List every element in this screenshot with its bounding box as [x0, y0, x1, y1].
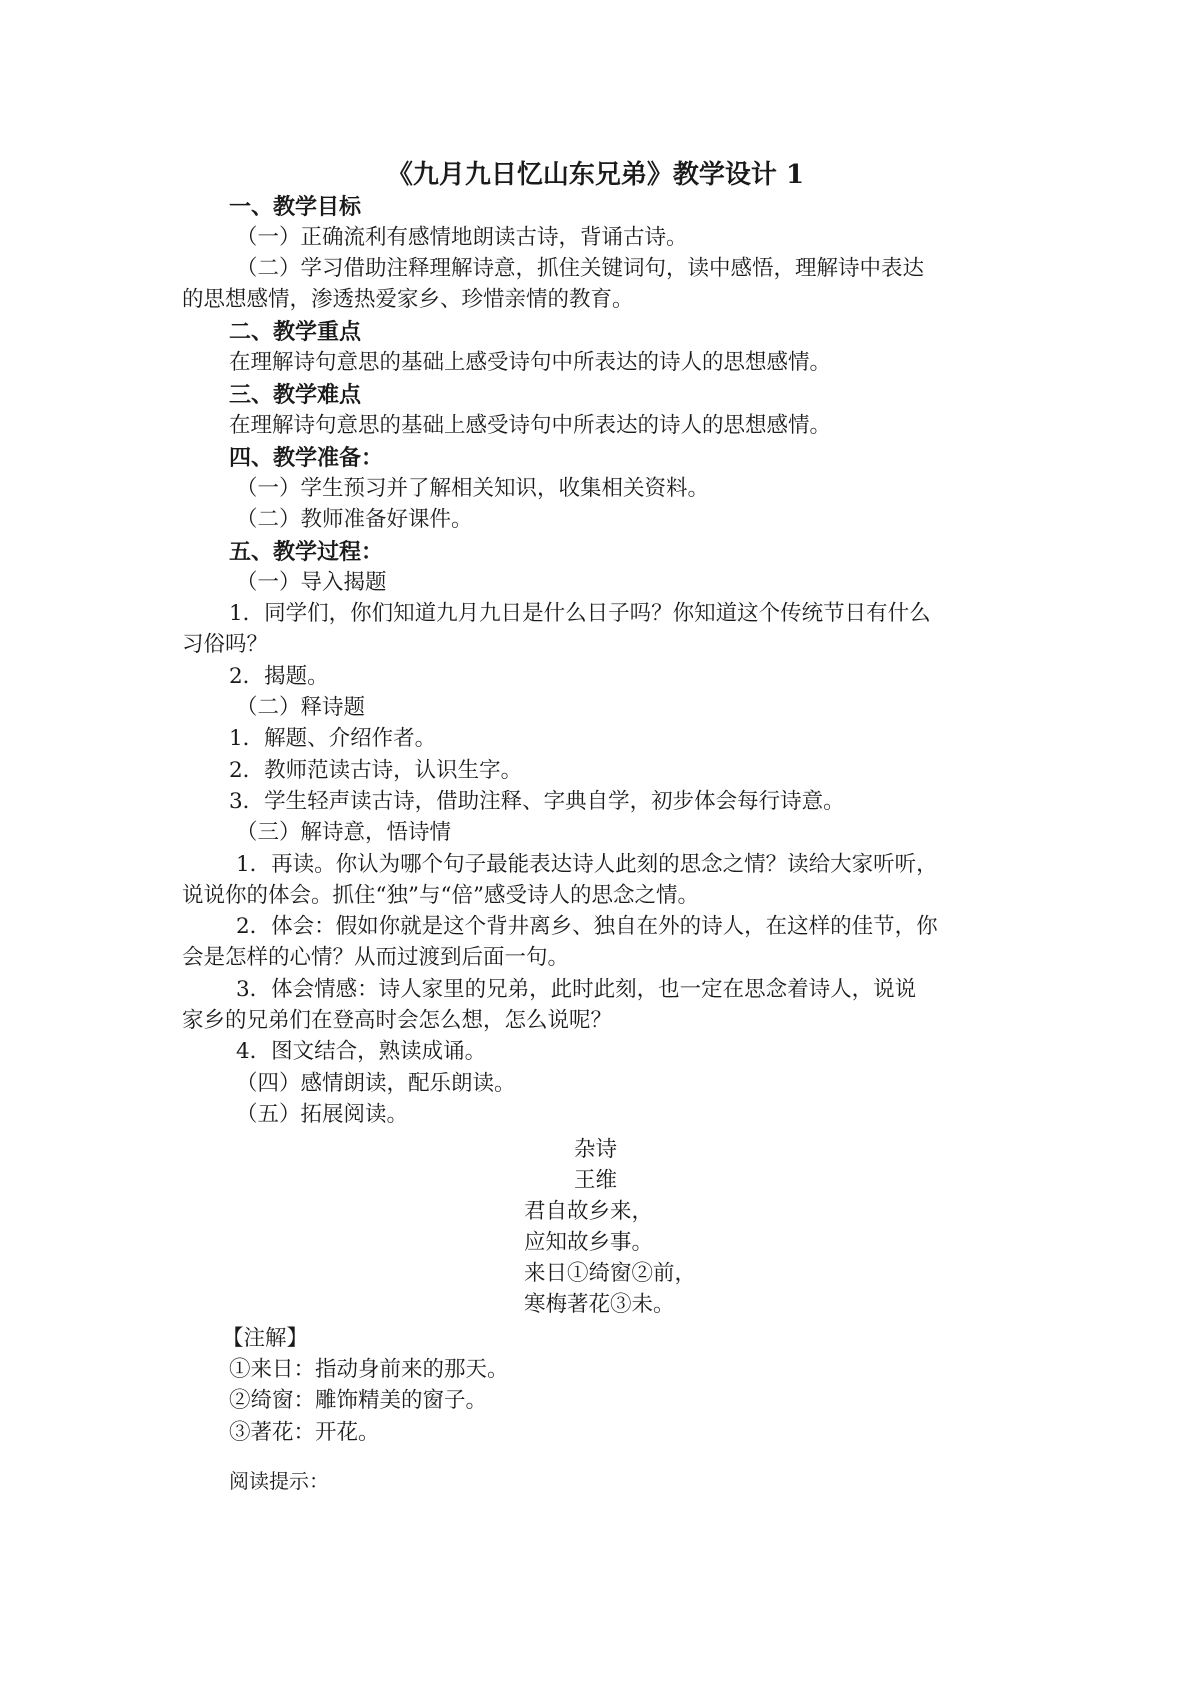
text-line: （二）释诗题: [236, 695, 366, 720]
text-line: 1．再读。你认为哪个句子最能表达诗人此刻的思念之情？读给大家听听，: [236, 852, 938, 877]
note-item: ①来日：指动身前来的那天。: [229, 1357, 509, 1382]
text-line: （五）拓展阅读。: [236, 1102, 409, 1127]
text-line: （一）正确流利有感情地朗读古诗，背诵古诗。: [236, 225, 688, 250]
note-item: ③著花：开花。: [229, 1420, 380, 1445]
text-line: （三）解诗意，悟诗情: [236, 820, 452, 845]
text-line: 会是怎样的心情？从而过渡到后面一句。: [182, 945, 570, 970]
text-line: 习俗吗？: [182, 632, 269, 657]
text-line: （一）导入揭题: [236, 570, 387, 595]
poem-verse: 寒梅著花③未。: [524, 1292, 675, 1317]
text-line: 3．体会情感：诗人家里的兄弟，此时此刻，也一定在思念着诗人，说说: [236, 977, 917, 1002]
poem-verse: 君自故乡来，: [524, 1199, 654, 1224]
section-heading-focus: 二、教学重点: [229, 319, 362, 345]
text-line: 2．揭题。: [229, 664, 329, 689]
text-line: 在理解诗句意思的基础上感受诗句中所表达的诗人的思想感情。: [229, 413, 832, 438]
text-line: 4．图文结合，熟读成诵。: [236, 1039, 487, 1064]
text-line: 在理解诗句意思的基础上感受诗句中所表达的诗人的思想感情。: [229, 350, 832, 375]
note-item: ②绮窗：雕饰精美的窗子。: [229, 1388, 488, 1413]
poem-verse: 应知故乡事。: [524, 1230, 654, 1255]
document-title: 《九月九日忆山东兄弟》教学设计 1: [386, 160, 805, 190]
poem-author: 王维: [573, 1168, 617, 1193]
text-line: 2．体会：假如你就是这个背井离乡、独自在外的诗人，在这样的佳节，你: [236, 914, 938, 939]
poem-title: 杂诗: [573, 1137, 617, 1162]
text-line: 3．学生轻声读古诗，借助注释、字典自学，初步体会每行诗意。: [229, 789, 845, 814]
text-line: 的思想感情，渗透热爱家乡、珍惜亲情的教育。: [182, 287, 634, 312]
text-line: （四）感情朗读，配乐朗读。: [236, 1071, 516, 1096]
section-heading-difficulty: 三、教学难点: [229, 382, 362, 408]
text-line: 家乡的兄弟们在登高时会怎么想，怎么说呢？: [182, 1008, 613, 1033]
text-line: 1．解题、介绍作者。: [229, 726, 437, 751]
text-line: （二）教师准备好课件。: [236, 507, 473, 532]
notes-label: 【注解】: [222, 1326, 309, 1351]
poem-verse: 来日①绮窗②前，: [524, 1261, 697, 1286]
text-line: （一）学生预习并了解相关知识，收集相关资料。: [236, 476, 710, 501]
section-heading-preparation: 四、教学准备：: [229, 445, 384, 471]
section-heading-process: 五、教学过程：: [229, 539, 384, 565]
text-line: 2．教师范读古诗，认识生字。: [229, 758, 523, 783]
text-line: 1．同学们，你们知道九月九日是什么日子吗？你知道这个传统节日有什么: [229, 601, 931, 626]
text-line: （二）学习借助注释理解诗意，抓住关键词句，读中感悟，理解诗中表达: [236, 256, 925, 281]
reading-tip-label: 阅读提示：: [229, 1469, 329, 1493]
section-heading-objectives: 一、教学目标: [229, 194, 362, 220]
text-line: 说说你的体会。抓住“独”与“倍”感受诗人的思念之情。: [182, 883, 699, 908]
